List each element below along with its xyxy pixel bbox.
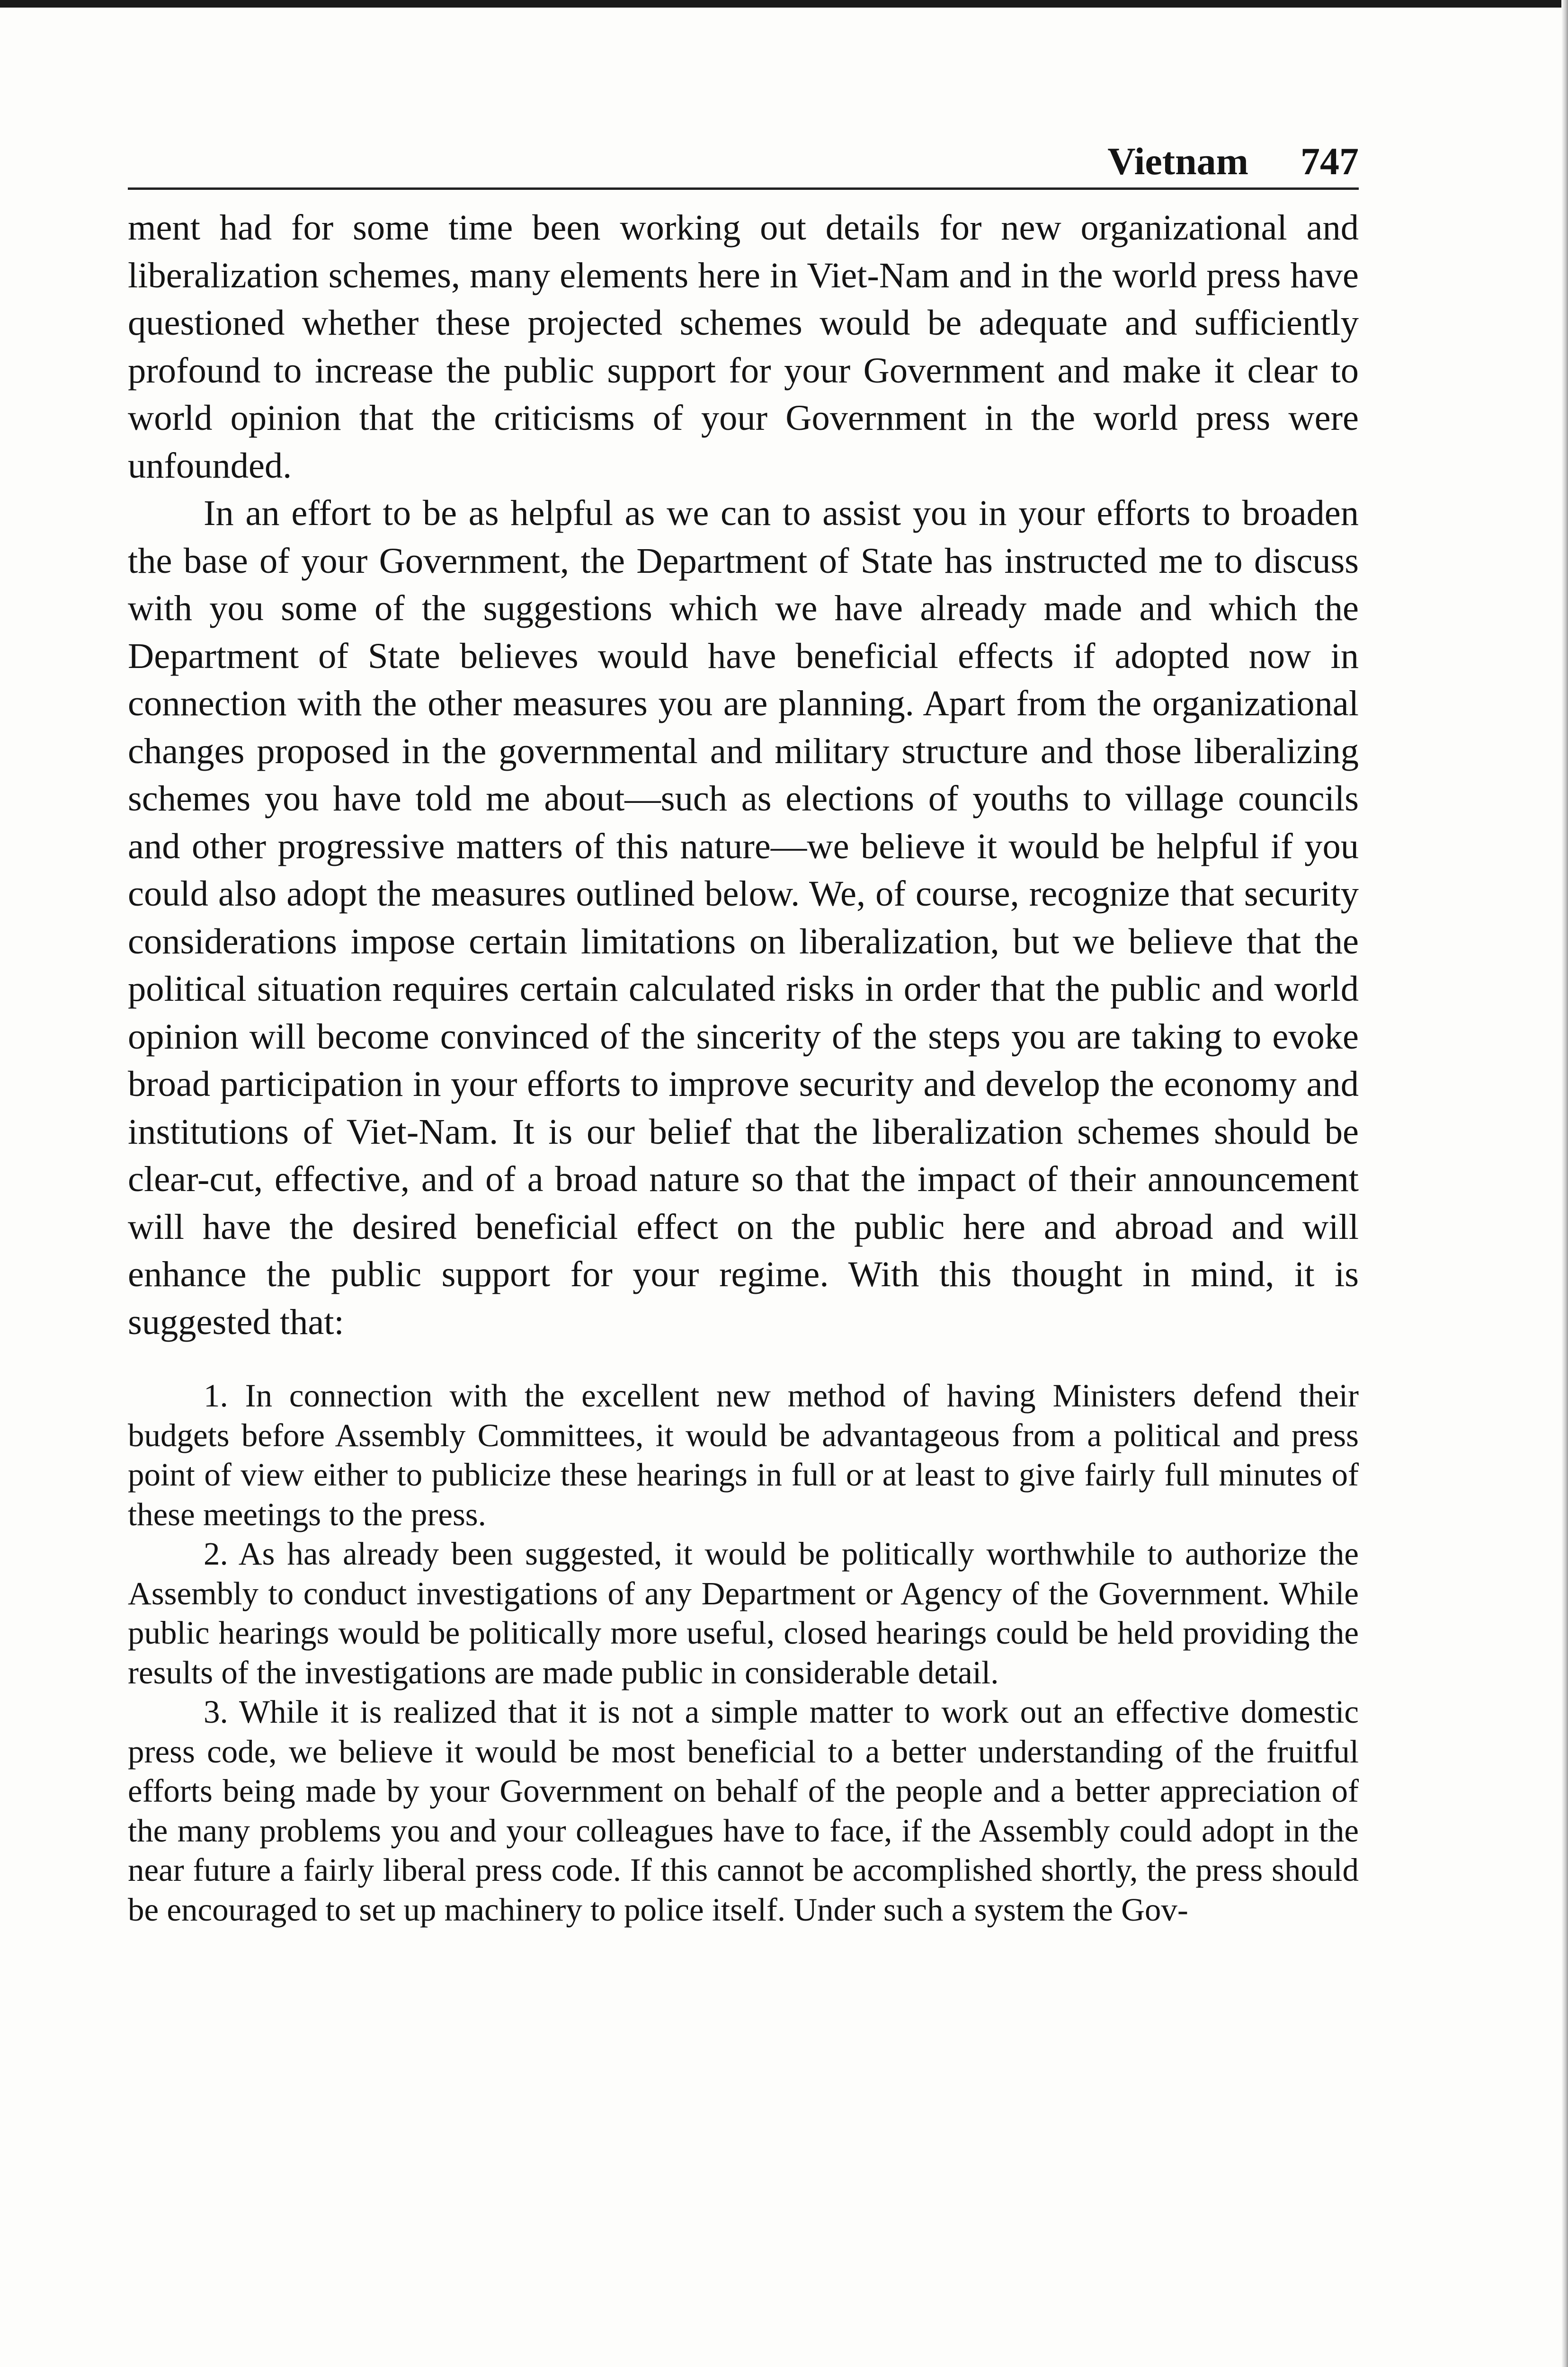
running-title: Vietnam [1107,140,1248,183]
body-text [128,204,1359,1346]
page-edge-shadow [1561,0,1568,2367]
numbered-suggestions [128,1376,1359,1930]
suggestion-item: 2. As has already been suggested, it would be politically worthwhile to authorize the Assembly to conduct investigations of any Department or Agency of the Government. While public hearings would be politically more useful, closed hearings could be held providing the results of the investigations are made public in considerable detail. [128,1536,1359,1691]
document-page [128,142,1359,1930]
running-header [128,142,1359,190]
paragraph: In an effort to be as helpful as we can to assist you in your efforts to broaden the base of your Government, the Department of State has instructed me to discuss with you some of the suggestions which we have already made and which the Department of State believes would have beneficial effects if adopted now in connection with the other measures you are planning. Apart from the organizational changes proposed in the governmental and military structure and those liberalizing schemes you have told me about—such as elections of youths to village councils and other progressive matters of this nature—we believe it would be helpful if you could also adopt the measures outlined below. We, of course, recognize that security considerations impose certain limitations on liberalization, but we believe that the political situation requires certain calculated risks in order that the public and world opinion will become convinced of the sincerity of the steps you are taking to evoke broad participation in your efforts to improve security and develop the economy and institutions of Viet-Nam. It is our belief that the liberalization schemes should be clear-cut, effective, and of a broad nature so that the impact of their announcement will have the desired beneficial effect on the public here and abroad and will enhance the public support for your regime. With this thought in mind, it is suggested that: [128,493,1359,1342]
suggestion-item: 1. In connection with the excellent new method of having Ministers defend their budgets before Assembly Committees, it would be advantageous from a political and press point of view either to publicize these hearings in full or at least to give fairly full minutes of these meetings to the press. [128,1378,1359,1532]
suggestion-item: 3. While it is realized that it is not a simple matter to work out an effective domestic press code, we believe it would be most beneficial to a better understanding of the fruitful efforts being made by your Government on behalf of the people and a better appreciation of the many problems you and your colleagues have to face, if the Assembly could adopt in the near future a fairly liberal press code. If this cannot be accomplished shortly, the press should be encouraged to set up machinery to police itself. Under such a system the Gov- [128,1694,1359,1928]
paragraph-continued: ment had for some time been working out details for new organizational and liberalization schemes, many elements here in Viet-Nam and in the world press have questioned whether these projected schemes would be adequate and sufficiently profound to increase the public support for your Government and make it clear to world opinion that the criticisms of your Government in the world press were unfounded. [128,207,1359,486]
top-border [0,0,1568,8]
page-number: 747 [1301,140,1359,183]
